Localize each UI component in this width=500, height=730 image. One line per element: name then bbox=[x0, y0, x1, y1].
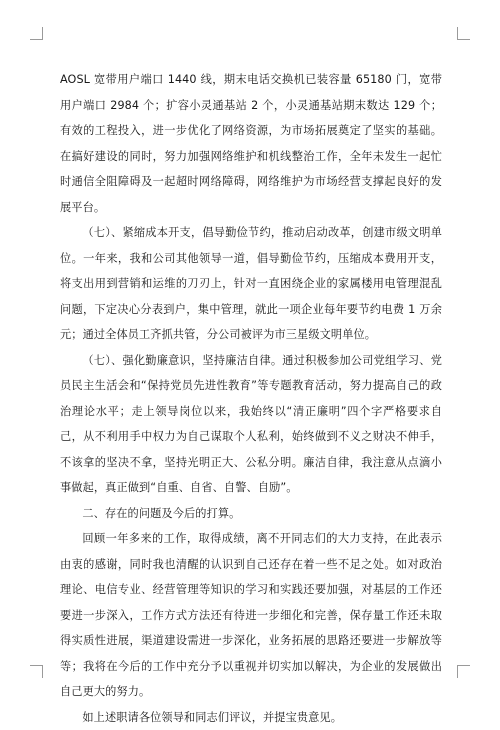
crop-mark-bottom-left bbox=[30, 665, 43, 678]
paragraph-cost-reduction: （七）、紧缩成本开支，倡导勤俭节约，推动启动改革，创建市级文明单位。一年来，我和公司其他领导一道，倡导勤俭节约，压缩成本费用开支，将支出用到营销和运维的刀刃上，针对一直困绕企业的家属楼用电管理混乱问题，下定决心分表到户，集中管理，就此一项企业每年要节约电费 1 万余元；通过全体员工齐抓共管，分公司被评为市三星级文明单位。 bbox=[60, 220, 442, 348]
paragraph-closing: 如上述职请各位领导和同志们评议，并提宝贵意见。 bbox=[60, 705, 442, 730]
crop-mark-top-right bbox=[457, 27, 470, 40]
paragraph-integrity: （七）、强化勤廉意识，坚持廉洁自律。通过积极参加公司党组学习、党员民主生活会和“保持党员先进性教育”等专题教育活动，努力提高自己的政治理论水平；走上领导岗位以来，我始终以“清正廉明”四个字严格要求自己，从不利用手中权力为自己谋取个人私利，始终做到不义之财决不伸手，不该拿的坚决不拿，坚持光明正大、公私分明。廉洁自律，我注意从点滴小事做起，真正做到“自重、自省、自警、自励”。 bbox=[60, 348, 442, 501]
paragraph-review: 回顾一年多来的工作，取得成绩，离不开同志们的大力支持，在此表示由衷的感谢，同时我也清醒的认识到自己还存在着一些不足之处。如对政治理论、电信专业、经营管理等知识的学习和实践还要加强，对基层的工作还要进一步深入，工作方式方法还有待进一步细化和完善，保存量工作还未取得实质性进展，渠道建设需进一步深化，业务拓展的思路还要进一步解放等等；我将在今后的工作中充分予以重视并切实加以解决，为企业的发展做出自己更大的努力。 bbox=[60, 526, 442, 705]
crop-mark-top-left bbox=[30, 27, 43, 40]
crop-mark-bottom-right bbox=[457, 665, 470, 678]
paragraph-network-construction: AOSL 宽带用户端口 1440 线，期末电话交换机已装容量 65180 门，宽带用户端口 2984 个；扩容小灵通基站 2 个，小灵通基站期末数达 129 个；有效的工程投入，进一步优化了网络资源，为市场拓展奠定了坚实的基础。在搞好建设的同时，努力加强网络维护和机线整治工作，全年未发生一起忙时通信全阻障碍及一起超时网络障碍，网络维护为市场经营支撑起良好的发展平台。 bbox=[60, 67, 442, 220]
document-body bbox=[60, 67, 442, 730]
section-heading-problems: 二、存在的问题及今后的打算。 bbox=[60, 501, 442, 527]
